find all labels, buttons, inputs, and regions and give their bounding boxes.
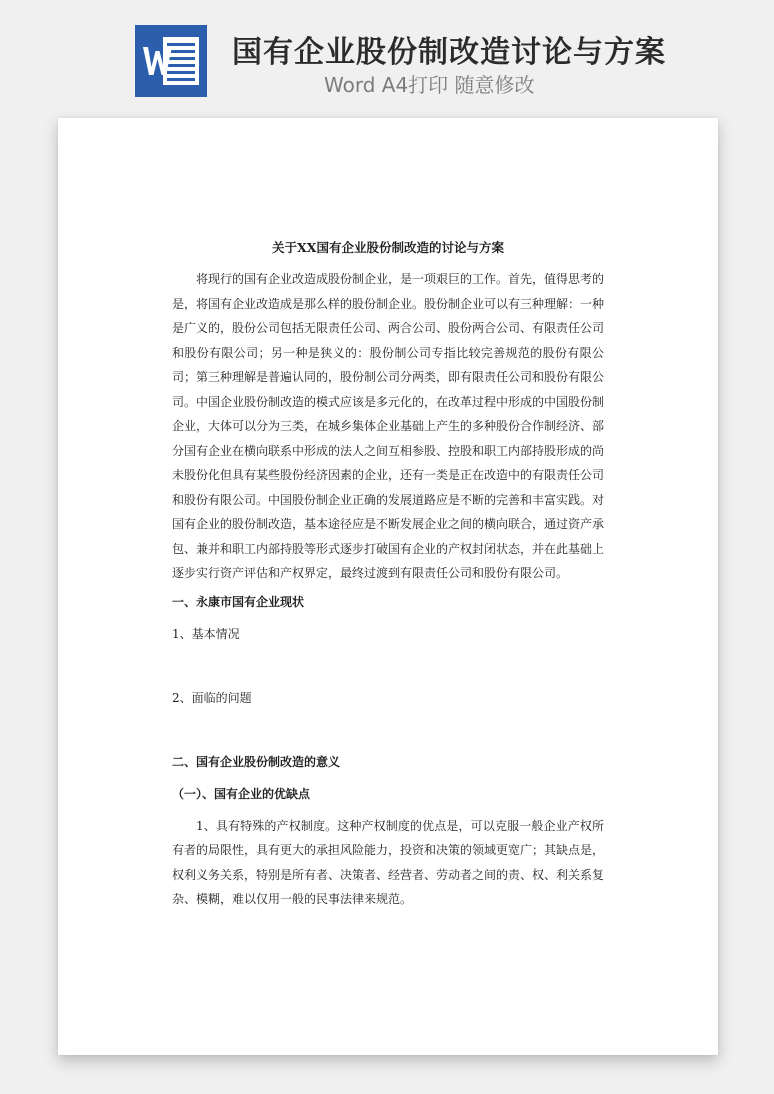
word-icon [135, 25, 207, 97]
document-page [58, 118, 718, 1055]
section1-item2: 2、面临的问题 [172, 690, 252, 705]
page-subtitle: Word A4打印 随意修改 [324, 73, 535, 97]
section1-item1: 1、基本情况 [172, 626, 240, 641]
article-title: 关于XX国有企业股份制改造的讨论与方案 [272, 240, 504, 255]
document-content [172, 241, 604, 912]
section1-heading: 一、永康市国有企业现状 [172, 594, 305, 609]
section2-heading: 二、国有企业股份制改造的意义 [172, 754, 341, 769]
section2-paragraph: 1、具有特殊的产权制度。这种产权制度的优点是，可以克服一般企业产权所有者的局限性，具有更大的承担风险能力，投资和决策的领域更宽广；其缺点是，权利义务关系，特别是所有者、决策者、经营者、劳动者之间的责、权、利关系复杂、模糊，难以仅用一般的民事法律来规范。 [172, 818, 605, 906]
document-header [0, 0, 774, 118]
page-title: 国有企业股份制改造讨论与方案 [232, 35, 666, 70]
intro-paragraph: 将现行的国有企业改造成股份制企业，是一项艰巨的工作。首先，值得思考的是，将国有企业改造成是那么样的股份制企业。股份制企业可以有三种理解：一种是广义的，股份公司包括无限责任公司、两合公司、股份两合公司、有限责任公司和股份有限公司；另一种是狭义的：股份制公司专指比较完善规范的股份有限公司；第三种理解是普遍认同的，股份制公司分两类，即有限责任公司和股份有限公司。中国企业股份制改造的模式应该是多元化的，在改革过程中形成的中国股份制企业，大体可以分为三类，在城乡集体企业基础上产生的多种股份合作制经济、部分国有企业在横向联系中形成的法人之间互相参股、控股和职工内部持股形成的尚未股份化但具有某些股份经济因素的企业，还有一类是正在改造中的有限责任公司和股份有限公司。中国股份制企业正确的发展道路应是不断的完善和丰富实践。对国有企业的股份制改造，基本途径应是不断发展企业之间的横向联合，通过资产承包、兼并和职工内部持股等形式逐步打破国有企业的产权封闭状态，并在此基础上逐步实行资产评估和产权界定，最终过渡到有限责任公司和股份有限公司。 [172, 272, 605, 580]
section2-subheading: （一）、国有企业的优缺点 [172, 786, 311, 801]
